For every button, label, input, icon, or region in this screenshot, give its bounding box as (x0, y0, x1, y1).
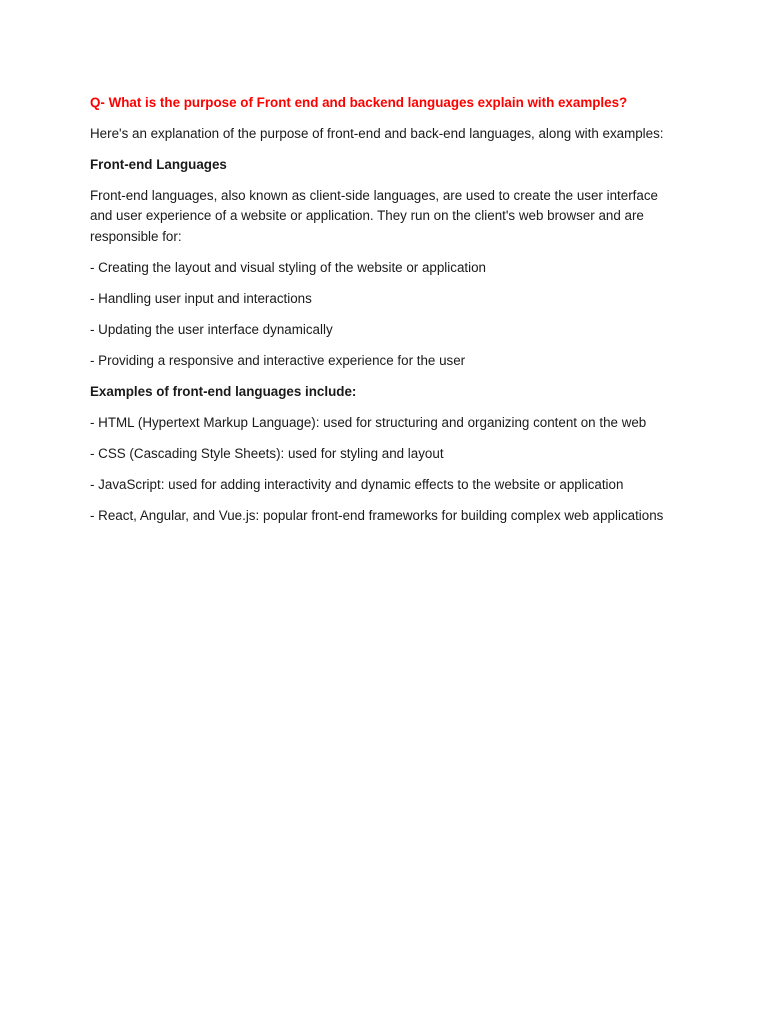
responsibility-item: - Creating the layout and visual styling of the website or application (90, 259, 486, 275)
example-item: - JavaScript: used for adding interactivity and dynamic effects to the website or application (90, 476, 624, 492)
examples-heading: Examples of front-end languages include: (90, 383, 357, 399)
responsibility-item: - Updating the user interface dynamically (90, 321, 333, 337)
intro-paragraph: Here's an explanation of the purpose of front-end and back-end languages, along with examples: (90, 125, 664, 141)
example-item: - React, Angular, and Vue.js: popular front-end frameworks for building complex web applications (90, 507, 664, 523)
responsibility-item: - Providing a responsive and interactive experience for the user (90, 352, 466, 368)
section-heading: Front-end Languages (90, 156, 227, 172)
question-heading: Q- What is the purpose of Front end and backend languages explain with examples? (90, 95, 628, 110)
document-content (90, 93, 680, 537)
responsibility-item: - Handling user input and interactions (90, 290, 312, 306)
example-item: - CSS (Cascading Style Sheets): used for styling and layout (90, 445, 444, 461)
section-paragraph: Front-end languages, also known as client-side languages, are used to create the user interface and user experience of a website or application. They run on the client's web browser and are responsible for: (90, 187, 658, 244)
example-item: - HTML (Hypertext Markup Language): used for structuring and organizing content on the web (90, 414, 647, 430)
